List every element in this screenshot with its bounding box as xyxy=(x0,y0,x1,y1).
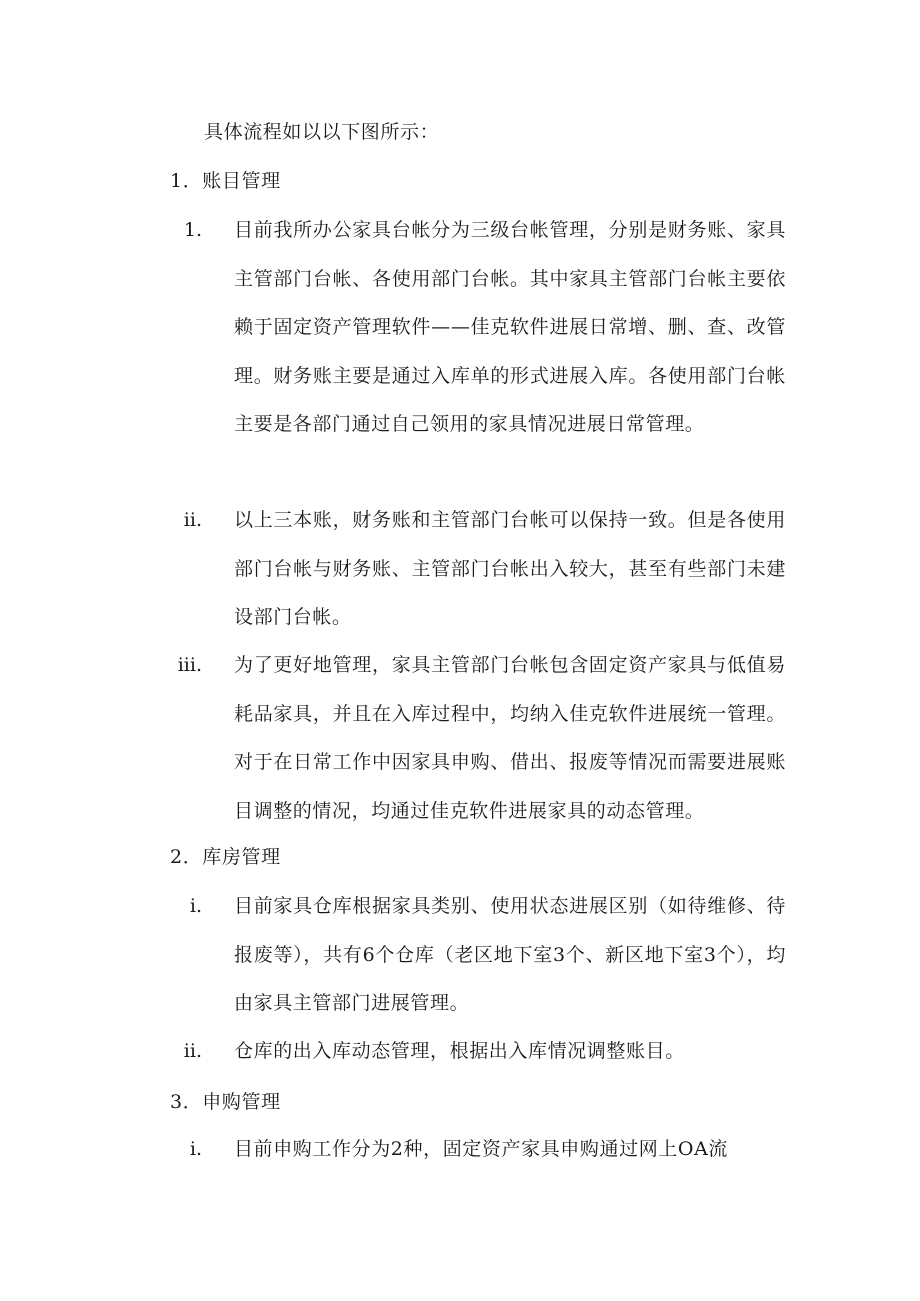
list-marker: i. xyxy=(189,895,202,917)
list-marker: ii. xyxy=(183,509,202,531)
list-item-text: 仓库的出入库动态管理，根据出入库情况调整账目。 xyxy=(234,1040,685,1062)
list-marker: i. xyxy=(189,1138,202,1160)
list-item-text: 为了更好地管理，家具主管部门台帐包含固定资产家具与低值易耗品家具，并且在入库过程中，均纳入佳克软件进展统一管理。对于在日常工作中因家具申购、借出、报废等情况而需要进展账目调整的情况，均通过佳克软件进展家具的动态管理。 xyxy=(234,654,786,822)
list-item-text: 目前我所办公家具台帐分为三级台帐管理，分别是财务账、家具主管部门台帐、各使用部门台帐。其中家具主管部门台帐主要依赖于固定资产管理软件——佳克软件进展日常增、删、查、改管理。财务账主要是通过入库单的形式进展入库。各使用部门台帐主要是各部门通过自己领用的家具情况进展日常管理。 xyxy=(234,219,786,435)
list-item-text: 目前家具仓库根据家具类别、使用状态进展区别（如待维修、待报废等），共有6个仓库（老区地下室3个、新区地下室3个），均由家具主管部门进展管理。 xyxy=(234,895,786,1014)
section-heading-3: 3．申购管理 xyxy=(170,1091,281,1113)
section-heading-2: 2．库房管理 xyxy=(170,846,281,868)
list-marker: 1. xyxy=(183,219,202,241)
section-heading-1: 1．账目管理 xyxy=(170,170,281,192)
list-marker: iii. xyxy=(177,654,202,676)
list-item-text: 目前申购工作分为2种，固定资产家具申购通过网上OA流 xyxy=(234,1138,728,1160)
list-marker: ii. xyxy=(183,1040,202,1062)
intro-line: 具体流程如以以下图所示： xyxy=(204,121,440,143)
list-item-text: 以上三本账，财务账和主管部门台帐可以保持一致。但是各使用部门台帐与财务账、主管部门台帐出入较大，甚至有些部门未建设部门台帐。 xyxy=(234,509,786,628)
